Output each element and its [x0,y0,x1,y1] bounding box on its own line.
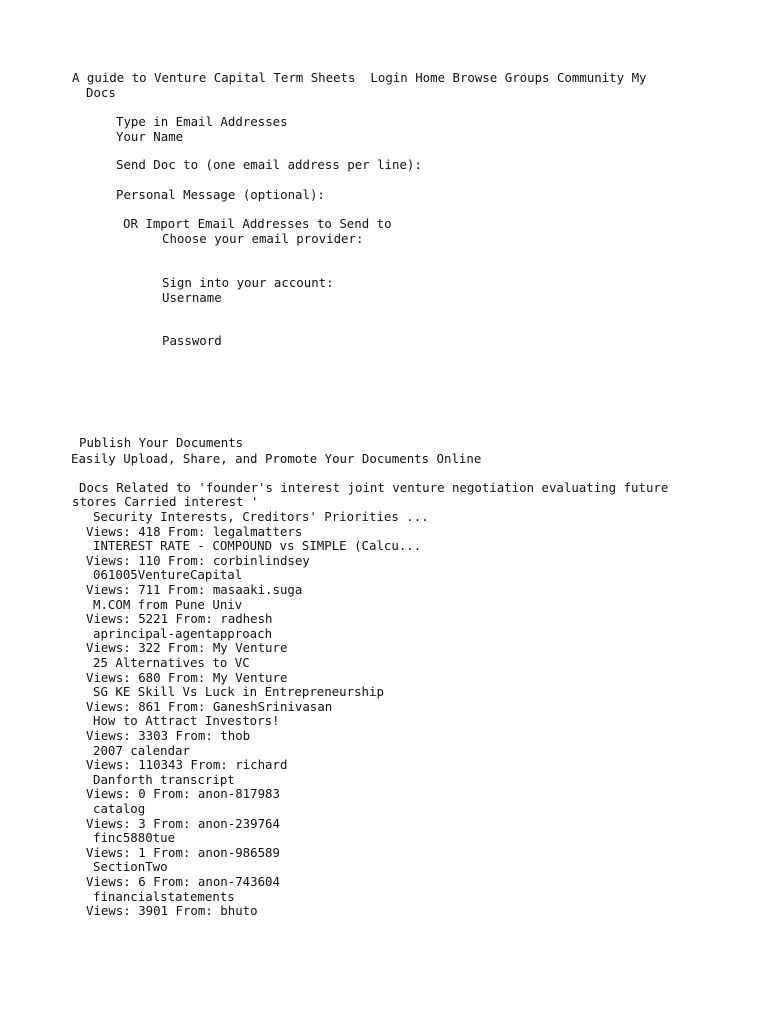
nav-home-link[interactable]: Home [415,70,446,85]
related-doc-title-link[interactable]: SectionTwo [93,859,168,875]
related-docs-heading-continued: stores Carried interest ' [72,494,259,509]
publish-documents-link[interactable]: Publish Your Documents [79,435,244,450]
nav-my-docs-link[interactable]: My [631,70,647,85]
related-doc-meta: Views: 3901 From: bhuto [86,903,258,919]
related-docs-heading: Docs Related to 'founder's interest joint venture negotiation evaluating future [79,480,669,495]
nav-my-docs-link-continued[interactable]: Docs [86,85,116,100]
page-title: A guide to Venture Capital Term Sheets [72,70,356,85]
type-emails-label: Type in Email Addresses [116,114,288,129]
related-doc-meta: Views: 418 From: legalmatters [86,523,303,539]
related-doc-title-link[interactable]: Danforth transcript [93,771,235,787]
related-doc-meta: Views: 680 From: My Venture [86,669,288,685]
nav-browse-link[interactable]: Browse [452,70,498,85]
related-doc-meta: Views: 6 From: anon-743604 [86,874,280,889]
related-doc-meta: Views: 110343 From: richard [86,757,288,773]
choose-provider-label: Choose your email provider: [162,231,364,246]
related-doc-meta: Views: 861 From: GaneshSrinivasan [86,698,333,714]
sign-in-label: Sign into your account: [162,275,334,290]
username-label: Username [162,290,222,305]
related-doc-meta: Views: 3 From: anon-239764 [86,815,280,831]
import-emails-label: OR Import Email Addresses to Send to [123,216,392,231]
password-label: Password [162,333,222,348]
related-doc-title-link[interactable]: aprincipal-agentapproach [93,625,273,641]
related-doc-meta: Views: 0 From: anon-817983 [86,786,280,802]
related-doc-title-link[interactable]: catalog [93,801,146,816]
related-doc-title-link[interactable]: financialstatements [93,888,235,904]
related-doc-title-link[interactable]: finc5880tue [93,830,176,846]
related-doc-meta: Views: 3303 From: thob [86,728,251,743]
related-doc-meta: Views: 110 From: corbinlindsey [86,552,310,568]
related-doc-title-link[interactable]: SG KE Skill Vs Luck in Entrepreneurship [93,684,384,700]
related-doc-title-link[interactable]: How to Attract Investors! [93,713,280,729]
related-doc-meta: Views: 322 From: My Venture [86,640,288,656]
publish-subtitle: Easily Upload, Share, and Promote Your Documents Online [71,451,482,466]
personal-message-label: Personal Message (optional): [116,187,325,202]
related-doc-title-link[interactable]: M.COM from Pune Univ [93,596,243,612]
header-bar [72,70,647,85]
related-doc-title-link[interactable]: INTEREST RATE - COMPOUND vs SIMPLE (Calcu... [93,538,422,554]
related-doc-meta: Views: 1 From: anon-986589 [86,844,280,860]
send-to-label: Send Doc to (one email address per line): [116,157,422,172]
nav-login-link[interactable]: Login [370,70,408,85]
related-doc-title-link[interactable]: 25 Alternatives to VC [93,655,250,670]
related-doc-title-link[interactable]: 2007 calendar [93,742,190,758]
nav-groups-link[interactable]: Groups [504,70,550,85]
nav-community-link[interactable]: Community [556,70,625,85]
your-name-label: Your Name [116,129,184,144]
related-doc-title-link[interactable]: Security Interests, Creditors' Priorities ... [93,509,429,524]
related-doc-meta: Views: 711 From: masaaki.suga [86,582,303,597]
related-doc-title-link[interactable]: 061005VentureCapital [93,567,243,583]
related-doc-meta: Views: 5221 From: radhesh [86,611,273,627]
